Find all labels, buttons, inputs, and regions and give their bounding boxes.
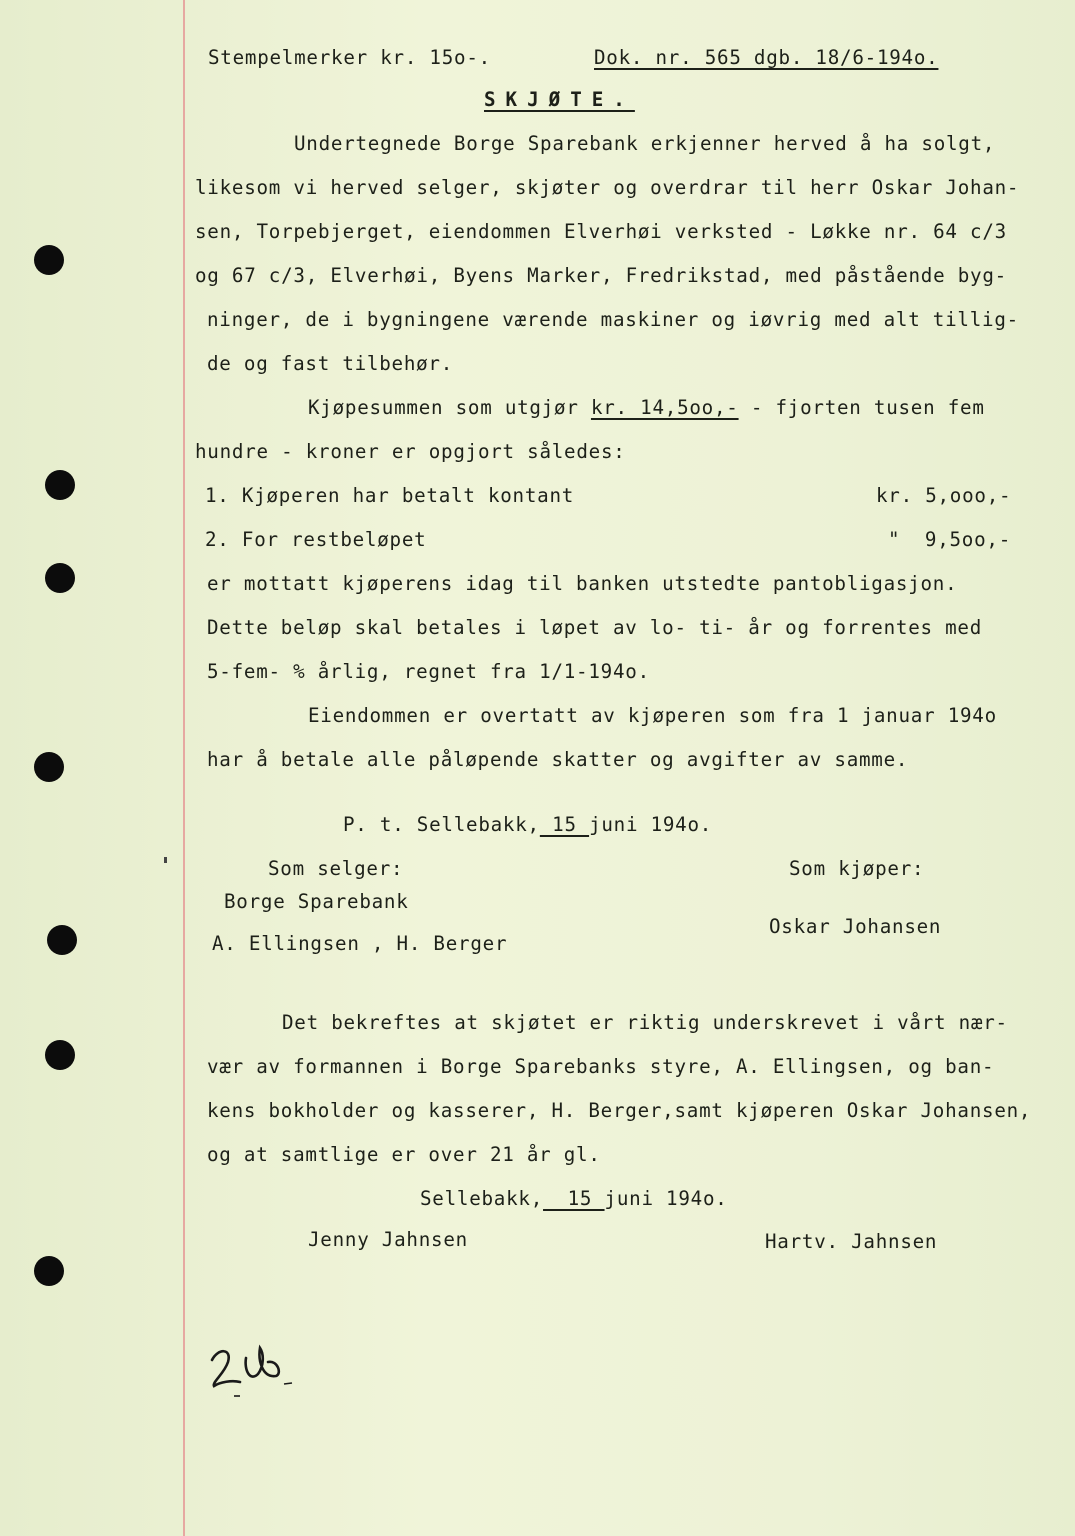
price-prefix: Kjøpesummen som utgjør [308, 396, 591, 419]
payment-amount: kr. 5,ooo,- [876, 484, 1012, 507]
document-title: SKJØTE. [484, 88, 635, 111]
body-line: de og fast tilbehør. [207, 352, 454, 375]
witness-line: kens bokholder og kasserer, H. Berger,samt kjøperen Oskar Johansen, [207, 1099, 1032, 1122]
date-day: 15 [539, 813, 590, 836]
place-name: P. t. Sellebakk, [343, 813, 540, 836]
price-line-2: hundre - kroner er opgjort således: [195, 440, 626, 463]
witness-right: Hartv. Jahnsen [765, 1230, 938, 1253]
price-amount: kr. 14,5oo,- [590, 396, 739, 419]
body-line: sen, Torpebjerget, eiendommen Elverhøi verksted - Løkke nr. 64 c/3 [195, 220, 1007, 243]
buyer-heading: Som kjøper: [789, 857, 925, 880]
terms-line: Dette beløp skal betales i løpet av lo- ti- år og forrentes med [207, 616, 983, 639]
witness-line: Det bekreftes at skjøtet er riktig underskrevet i vårt nær- [282, 1011, 1008, 1034]
seller-name: Borge Sparebank [224, 890, 409, 913]
margin-rule [183, 0, 185, 1536]
price-line [308, 396, 985, 420]
terms-line: 5-fem- % årlig, regnet fra 1/1-194o. [207, 660, 650, 683]
document-reference: Dok. nr. 565 dgb. 18/6-194o. [594, 46, 939, 69]
seller-heading: Som selger: [268, 857, 404, 880]
payment-label: 2. For restbeløpet [205, 528, 427, 551]
body-line: Undertegnede Borge Sparebank erkjenner herved å ha solgt, [294, 132, 996, 155]
date-rest: juni 194o. [589, 813, 713, 836]
date-rest: juni 194o. [604, 1187, 728, 1210]
stamp-duty-line: Stempelmerker kr. 15o-. [208, 46, 491, 69]
punch-hole [47, 925, 77, 955]
punch-hole [34, 752, 64, 782]
seller-signatories: A. Ellingsen , H. Berger [212, 932, 508, 955]
witness-left: Jenny Jahnsen [308, 1228, 468, 1251]
body-line: likesom vi herved selger, skjøter og overdrar til herr Oskar Johan- [195, 176, 1020, 199]
buyer-name: Oskar Johansen [769, 915, 942, 938]
punch-hole [45, 563, 75, 593]
body-line: og 67 c/3, Elverhøi, Byens Marker, Fredrikstad, med påstående byg- [195, 264, 1007, 287]
payment-label: 1. Kjøperen har betalt kontant [205, 484, 575, 507]
punch-hole [34, 245, 64, 275]
possession-line: har å betale alle påløpende skatter og avgifter av samme. [207, 748, 909, 771]
place-name: Sellebakk, [420, 1187, 544, 1210]
possession-line: Eiendommen er overtatt av kjøperen som fra 1 januar 194o [308, 704, 997, 727]
price-suffix: - fjorten tusen fem [738, 396, 985, 419]
witness-line: og at samtlige er over 21 år gl. [207, 1143, 601, 1166]
place-date [420, 1187, 728, 1211]
date-day: 15 [543, 1187, 605, 1210]
terms-line: er mottatt kjøperens idag til banken utstedte pantobligasjon. [207, 572, 958, 595]
punch-hole [45, 1040, 75, 1070]
body-line: ninger, de i bygningene værende maskiner og iøvrig med alt tillig- [207, 308, 1019, 331]
punch-hole [45, 470, 75, 500]
place-date [343, 813, 712, 837]
punch-hole [34, 1256, 64, 1286]
handwritten-initials [206, 1330, 296, 1400]
ink-speck [164, 857, 167, 863]
witness-line: vær av formannen i Borge Sparebanks styre, A. Ellingsen, og ban- [207, 1055, 995, 1078]
payment-amount: " 9,5oo,- [888, 528, 1012, 551]
